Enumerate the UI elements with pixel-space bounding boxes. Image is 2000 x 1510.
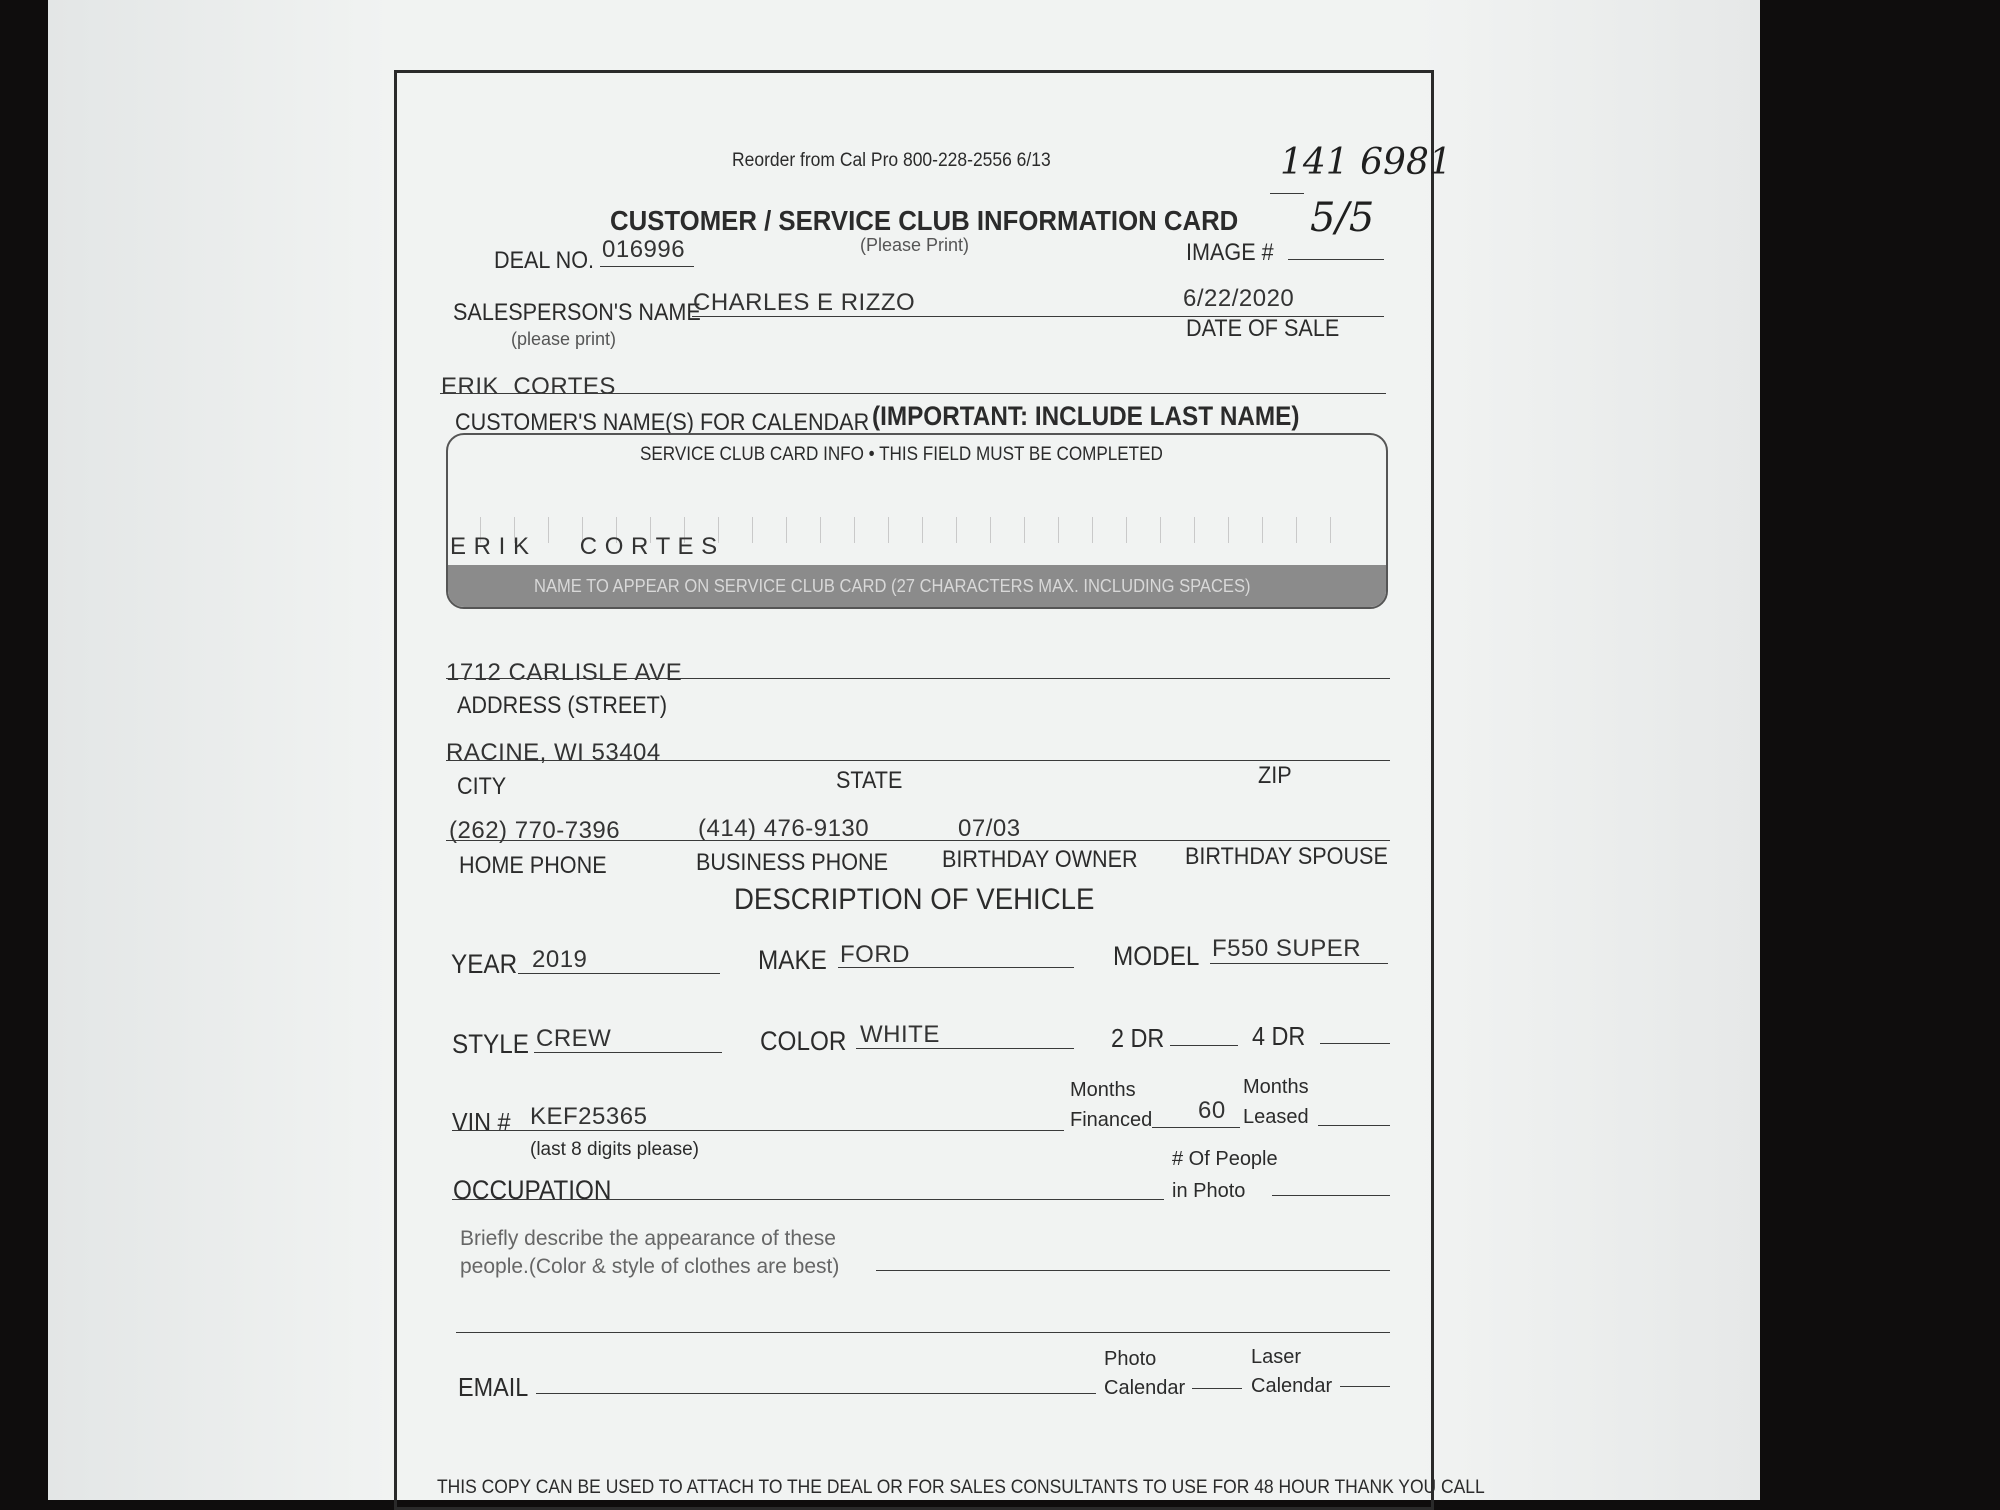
email-label: EMAIL [458,1372,529,1402]
four-door-label: 4 DR [1252,1021,1306,1051]
service-club-name: E R I K C O R T E S [450,533,718,560]
char-tick [1228,517,1229,543]
city-line [446,760,1390,761]
phones-line [446,840,1390,841]
service-club-footer-band [448,565,1386,607]
two-door-line [1170,1045,1238,1046]
months-financed-line [1152,1127,1240,1128]
char-tick [990,517,991,543]
color-label: COLOR [760,1026,847,1056]
address-value: 1712 CARLISLE AVE [446,659,683,686]
deal-no-value: 016996 [602,236,686,263]
email-line [536,1393,1096,1394]
months-financed-value: 60 [1198,1097,1226,1124]
state-label: STATE [836,767,903,794]
laser-calendar-bottom: Calendar [1251,1375,1333,1397]
char-tick [1194,517,1195,543]
address-line [446,678,1390,679]
describe-line [876,1270,1390,1271]
laser-calendar-top: Laser [1251,1346,1302,1368]
year-label: YEAR [451,949,518,979]
describe-extra-line [456,1332,1390,1333]
char-tick [1296,517,1297,543]
handwritten-number: 141 6981 [1280,142,1452,183]
salesperson-value: CHARLES E RIZZO [693,289,916,316]
birthday-owner-value: 07/03 [958,815,1021,842]
image-number-line [1288,259,1384,260]
handwritten-fraction: 5/5 [1310,195,1375,241]
style-label: STYLE [452,1029,529,1059]
char-tick [1262,517,1263,543]
occupation-label: OCCUPATION [453,1175,612,1205]
char-tick [888,517,889,543]
char-tick [752,517,753,543]
vin-value: KEF25365 [530,1103,648,1130]
make-value: FORD [840,941,910,968]
year-line [518,973,720,974]
birthday-spouse-label: BIRTHDAY SPOUSE [1185,843,1388,870]
describe-line-2: people.(Color & style of clothes are best) [460,1255,840,1278]
months-financed-bottom: Financed [1070,1109,1153,1131]
service-club-card-box [446,433,1388,609]
months-leased-bottom: Leased [1243,1106,1309,1128]
date-of-sale-value: 6/22/2020 [1183,285,1295,312]
style-line [534,1052,722,1053]
service-club-header: SERVICE CLUB CARD INFO • THIS FIELD MUST BE COMPLETED [640,444,1163,465]
vehicle-heading: DESCRIPTION OF VEHICLE [734,883,1095,916]
customer-name-label: CUSTOMER'S NAME(S) FOR CALENDAR [455,409,870,436]
four-door-line [1320,1043,1390,1044]
zip-label: ZIP [1258,762,1292,789]
business-phone-label: BUSINESS PHONE [696,849,889,876]
char-tick [922,517,923,543]
date-of-sale-label: DATE OF SALE [1186,315,1340,342]
people-in-photo-bottom: in Photo [1172,1180,1246,1202]
laser-calendar-line [1340,1386,1390,1387]
salesperson-sublabel: (please print) [511,329,617,349]
char-tick [718,517,719,543]
people-in-photo-line [1272,1195,1390,1196]
home-phone-label: HOME PHONE [459,852,607,879]
char-tick [1330,517,1331,543]
make-label: MAKE [758,945,827,975]
char-tick [956,517,957,543]
color-line [856,1048,1074,1049]
char-tick [1024,517,1025,543]
vin-label: VIN # [452,1107,511,1137]
deal-no-line [600,266,694,267]
model-value: F550 SUPER [1212,935,1362,962]
char-tick [786,517,787,543]
salesperson-label: SALESPERSON'S NAME [453,299,701,326]
customer-name-line [440,393,1386,394]
service-club-footer: NAME TO APPEAR ON SERVICE CLUB CARD (27 CHARACTERS MAX. INCLUDING SPACES) [534,576,1251,596]
business-phone-value: (414) 476-9130 [698,815,870,842]
people-in-photo-top: # Of People [1172,1148,1278,1170]
photo-calendar-bottom: Calendar [1104,1377,1186,1399]
photo-calendar-line [1192,1388,1242,1389]
please-print-note: (Please Print) [860,235,970,255]
important-note: (IMPORTANT: INCLUDE LAST NAME) [872,401,1300,431]
char-tick [854,517,855,543]
reorder-note: Reorder from Cal Pro 800-228-2556 6/13 [732,150,1051,171]
footer-note: THIS COPY CAN BE USED TO ATTACH TO THE DEAL OR FOR SALES CONSULTANTS TO USE FOR 48 HOUR THANK YOU CALL [437,1477,1485,1498]
months-leased-line [1318,1125,1390,1126]
model-label: MODEL [1113,941,1200,971]
handwritten-underline [1270,193,1304,194]
city-state-zip-value: RACINE, WI 53404 [446,739,661,766]
birthday-owner-label: BIRTHDAY OWNER [942,846,1138,873]
address-label: ADDRESS (STREET) [457,692,668,719]
customer-name-value: ERIK CORTES [441,373,616,400]
deal-no-label: DEAL NO. [494,247,595,274]
months-leased-top: Months [1243,1076,1309,1098]
vin-note: (last 8 digits please) [530,1139,699,1160]
months-financed-top: Months [1070,1079,1136,1101]
vin-line [452,1130,1064,1131]
photo-calendar-top: Photo [1104,1348,1157,1370]
char-tick [820,517,821,543]
city-label: CITY [457,773,507,800]
model-line [1210,963,1388,964]
style-value: CREW [536,1025,612,1052]
form-title: CUSTOMER / SERVICE CLUB INFORMATION CARD [610,205,1239,236]
char-tick [1092,517,1093,543]
describe-line-1: Briefly describe the appearance of these [460,1227,836,1250]
home-phone-value: (262) 770-7396 [449,817,621,844]
occupation-line [452,1199,1164,1200]
year-value: 2019 [532,946,588,973]
two-door-label: 2 DR [1111,1023,1165,1053]
image-number-label: IMAGE # [1186,239,1274,266]
char-tick [1058,517,1059,543]
make-line [838,967,1074,968]
char-tick [1160,517,1161,543]
char-tick [1126,517,1127,543]
color-value: WHITE [860,1021,940,1048]
